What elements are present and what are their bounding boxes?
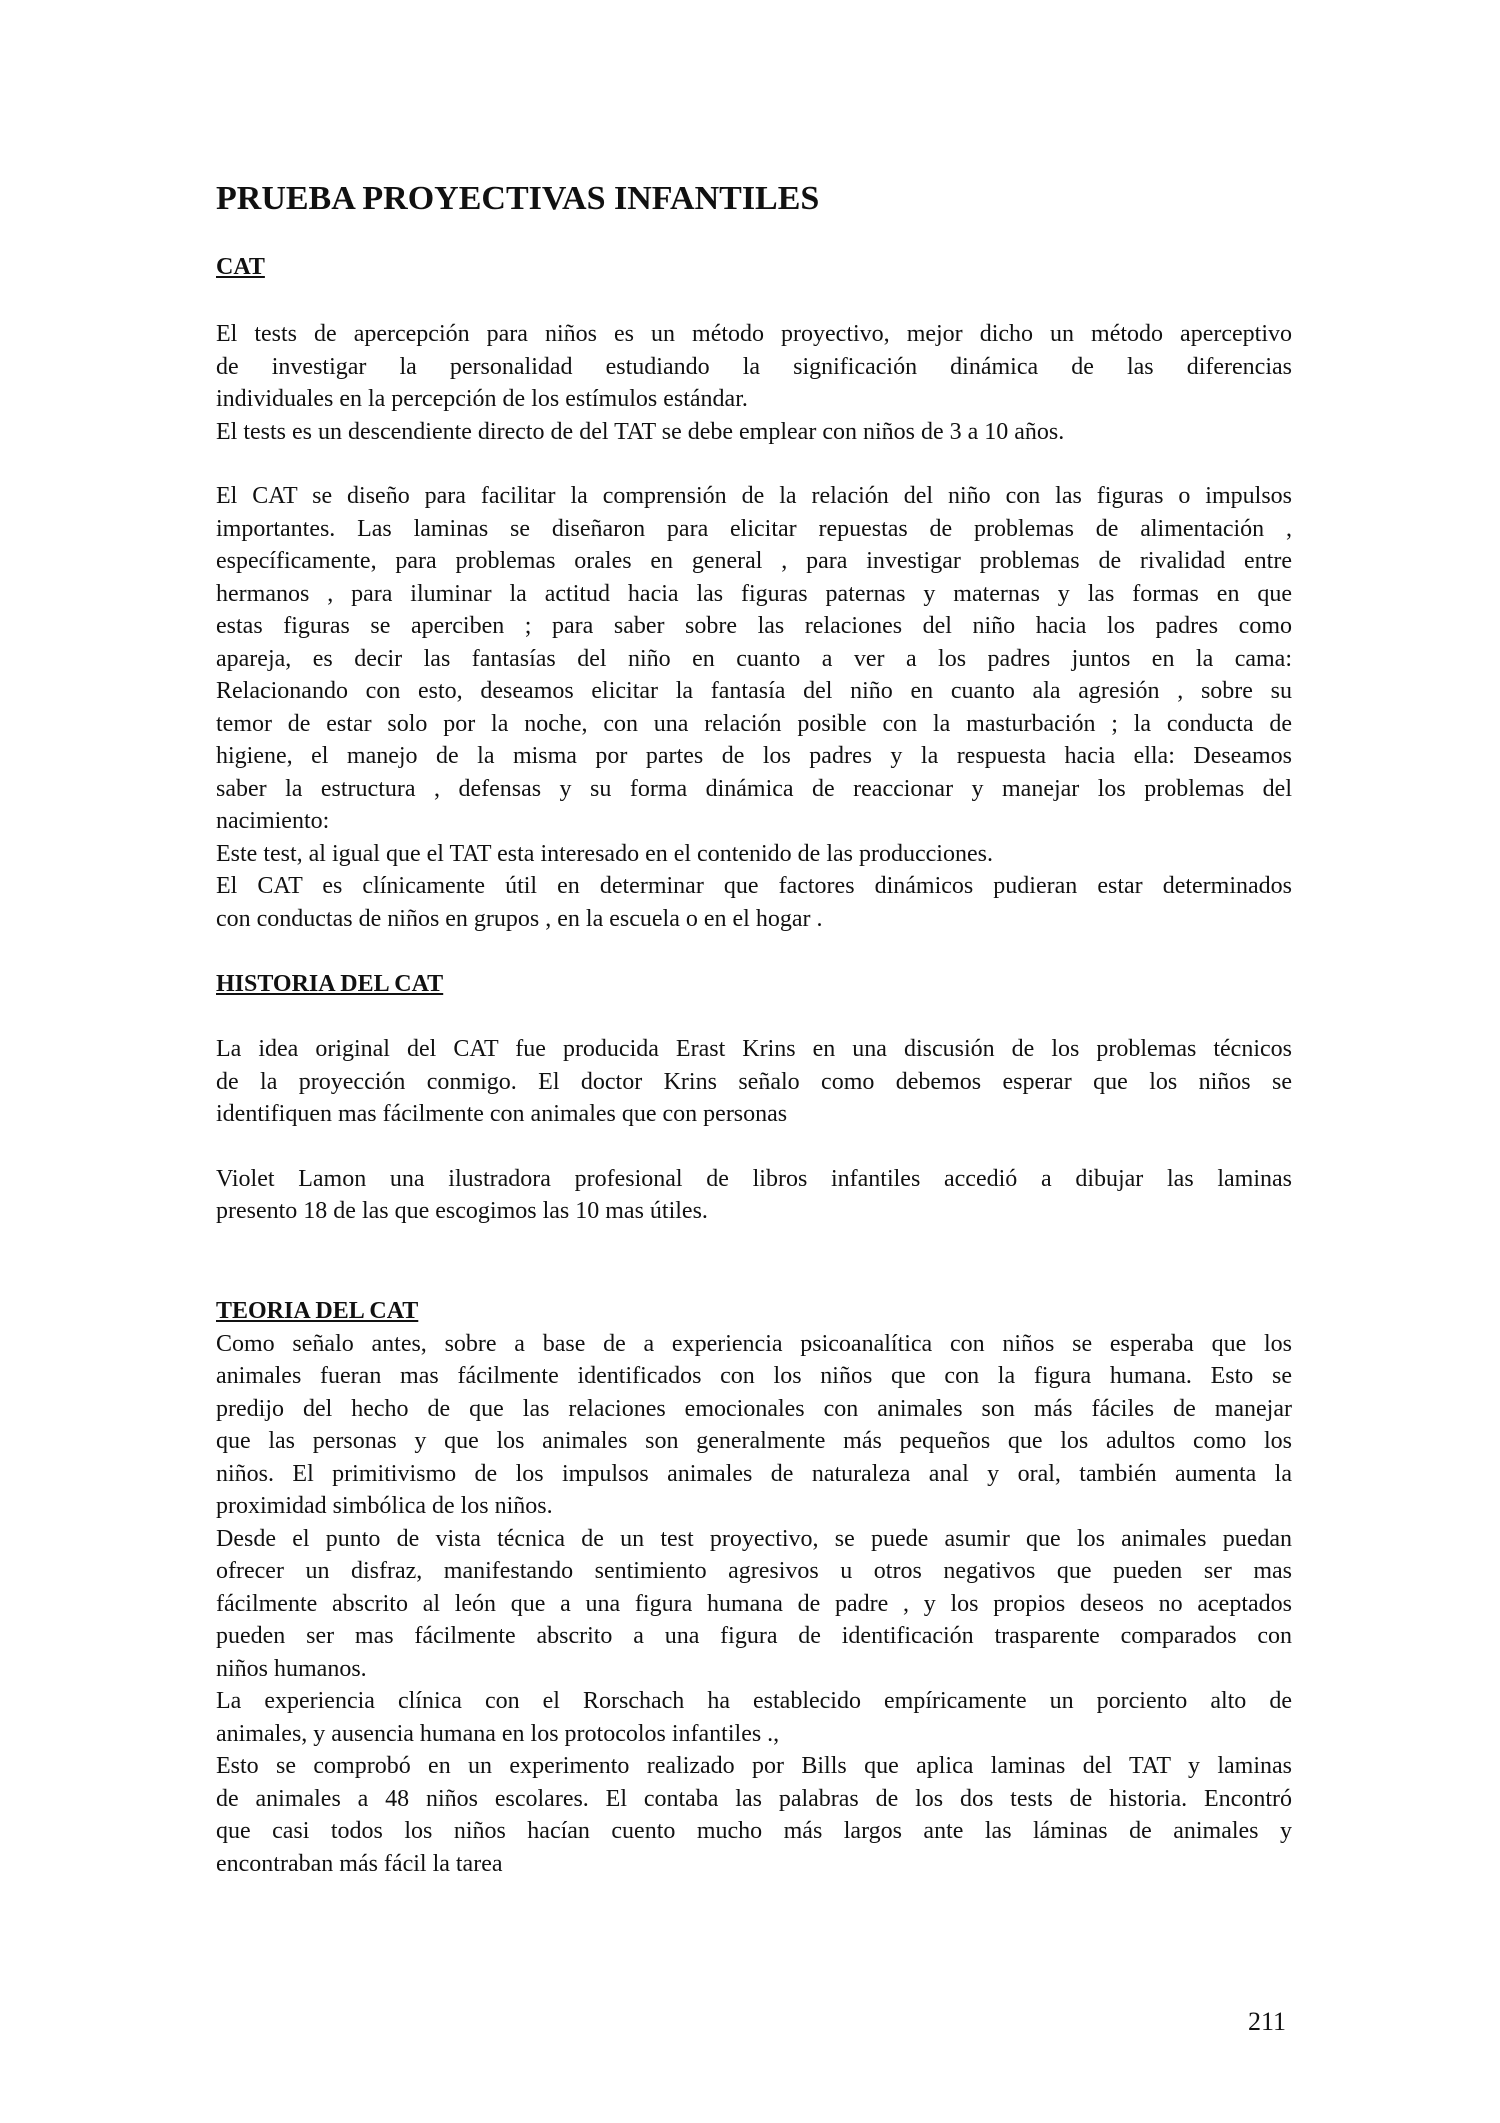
text-line: de la proyección conmigo. El doctor Krins señalo como debemos esperar que los niños se <box>216 1068 1292 1095</box>
page-number: 211 <box>1248 2007 1287 2036</box>
text-line: Relacionando con esto, deseamos elicitar la fantasía del niño en cuanto ala agresión , sobre su <box>216 678 1292 704</box>
text-line: El tests de apercepción para niños es un método proyectivo, mejor dicho un método aperceptivo <box>216 321 1292 347</box>
text-line: pueden ser mas fácilmente abscrito a una figura de identificación trasparente comparados con <box>216 1623 1292 1649</box>
text-line: de investigar la personalidad estudiando la significación dinámica de las diferencias <box>216 353 1292 380</box>
text-line: El CAT se diseño para facilitar la comprensión de la relación del niño con las figuras o impulsos <box>216 483 1292 509</box>
text-line: El CAT es clínicamente útil en determinar que factores dinámicos pudieran estar determinados <box>216 873 1292 899</box>
text-line: Desde el punto de vista técnica de un test proyectivo, se puede asumir que los animales puedan <box>216 1525 1292 1552</box>
text-line: saber la estructura , defensas y su forma dinámica de reaccionar y manejar los problemas del <box>216 775 1292 802</box>
text-line: que casi todos los niños hacían cuento mucho más largos ante las láminas de animales y <box>216 1818 1292 1844</box>
text-line: La idea original del CAT fue producida Erast Krins en una discusión de los problemas técnicos <box>216 1036 1292 1062</box>
section-heading-teoria: TEORIA DEL CAT <box>216 1297 419 1324</box>
text-line: hermanos , para iluminar la actitud hacia las figuras paternas y maternas y las formas en que <box>216 580 1292 607</box>
text-line: ofrecer un disfraz, manifestando sentimiento agresivos u otros negativos que pueden ser mas <box>216 1558 1292 1584</box>
text-line: predijo del hecho de que las relaciones emocionales con animales son más fáciles de manejar <box>216 1395 1292 1422</box>
text-line: de animales a 48 niños escolares. El contaba las palabras de los dos tests de historia. Encontró <box>216 1785 1292 1812</box>
text-line: niños humanos. <box>216 1655 367 1682</box>
text-line: encontraban más fácil la tarea <box>216 1850 503 1877</box>
document-title: PRUEBA PROYECTIVAS INFANTILES <box>216 180 820 217</box>
document-page <box>216 176 1292 1880</box>
text-line: La experiencia clínica con el Rorschach ha establecido empíricamente un porciento alto de <box>216 1688 1292 1714</box>
text-line: identifiquen mas fácilmente con animales que con personas <box>216 1101 788 1127</box>
text-line: Violet Lamon una ilustradora profesional de libros infantiles accedió a dibujar las laminas <box>216 1165 1292 1192</box>
historia-paragraph-1 <box>216 1033 1292 1131</box>
section-heading-cat: CAT <box>216 254 265 280</box>
text-line: Esto se comprobó en un experimento realizado por Bills que aplica laminas del TAT y laminas <box>216 1753 1292 1779</box>
text-line: fácilmente abscrito al león que a una figura humana de padre , y los propios deseos no aceptados <box>216 1590 1292 1617</box>
text-line: temor de estar solo por la noche, con una relación posible con la masturbación ; la conducta de <box>216 710 1292 737</box>
text-line: estas figuras se aperciben ; para saber sobre las relaciones del niño hacia los padres como <box>216 613 1292 639</box>
teoria-paragraph-1 <box>216 1328 1292 1881</box>
section-heading-historia: HISTORIA DEL CAT <box>216 971 444 997</box>
text-line: Como señalo antes, sobre a base de a experiencia psicoanalítica con niños se esperaba que los <box>216 1330 1292 1357</box>
text-line: higiene, el manejo de la misma por partes de los padres y la respuesta hacia ella: Deseamos <box>216 743 1292 769</box>
historia-paragraph-2 <box>216 1163 1292 1228</box>
text-line: nacimiento: <box>216 808 330 834</box>
text-line: proximidad simbólica de los niños. <box>216 1493 553 1519</box>
text-line: apareja, es decir las fantasías del niño en cuanto a ver a los padres juntos en la cama: <box>216 645 1292 672</box>
text-line: animales fueran mas fácilmente identificados con los niños que con la figura humana. Esto se <box>216 1363 1292 1389</box>
cat-paragraph-2 <box>216 480 1292 935</box>
text-line: El tests es un descendiente directo de del TAT se debe emplear con niños de 3 a 10 años. <box>216 418 1065 445</box>
text-line: individuales en la percepción de los estímulos estándar. <box>216 386 748 412</box>
text-line: niños. El primitivismo de los impulsos animales de naturaleza anal y oral, también aumenta la <box>216 1460 1292 1487</box>
text-line: con conductas de niños en grupos , en la escuela o en el hogar . <box>216 905 823 932</box>
text-line: presento 18 de las que escogimos las 10 mas útiles. <box>216 1198 708 1224</box>
text-line: específicamente, para problemas orales en general , para investigar problemas de rivalidad entre <box>216 548 1292 574</box>
text-line: importantes. Las laminas se diseñaron para elicitar repuestas de problemas de alimentación , <box>216 515 1292 542</box>
text-line: que las personas y que los animales son generalmente más pequeños que los adultos como los <box>216 1428 1292 1454</box>
text-line: animales, y ausencia humana en los protocolos infantiles ., <box>216 1720 780 1747</box>
text-line: Este test, al igual que el TAT esta interesado en el contenido de las producciones. <box>216 840 993 867</box>
cat-paragraph-1 <box>216 318 1292 448</box>
